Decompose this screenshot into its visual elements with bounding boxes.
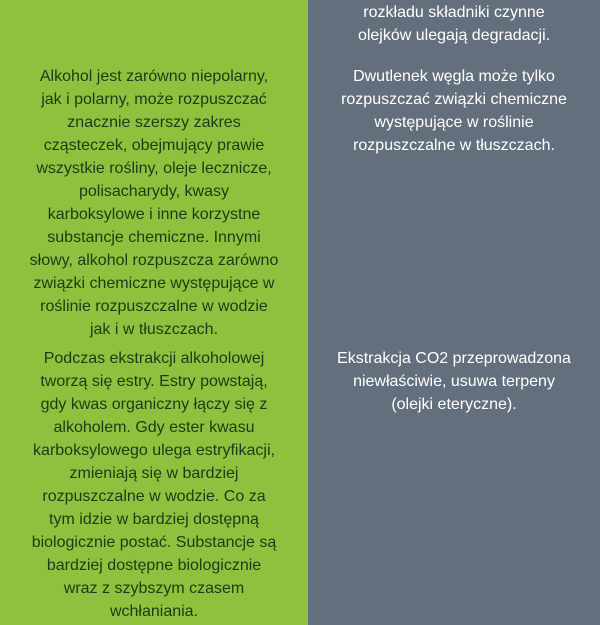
co2-solubility-text: Dwutlenek węgla może tylko rozpuszczać związki chemiczne występujące w roślinie rozpuszczalne w tłuszczach. (341, 68, 567, 154)
co2-column (308, 0, 600, 625)
alcohol-solubility-text: Alkohol jest zarówno niepolarny, jak i polarny, może rozpuszczać znacznie szerszy zakres cząsteczek, obejmujący prawie wszystkie rośliny, oleje lecznicze, polisacharydy, kwasy karboksylowe i inne korzystne substancje chemiczne. Innymi słowy, alkohol rozpuszcza zarówno związki chemiczne występujące w roślinie rozpuszczalne w wodzie jak i w tłuszczach. (29, 68, 279, 338)
co2-degradation-text: rozkładu składniki czynne olejków ulegają degradacji. (357, 4, 551, 44)
alcohol-esters-text: Podczas ekstrakcji alkoholowej tworzą się estry. Estry powstają, gdy kwas organiczny łączy się z alkoholem. Gdy ester kwasu karboksylowego ulega estryfikacji, zmieniają się w bardziej rozpuszczalne w wodzie. Co za tym idzie w bardziej dostępną biologicznie postać. Substancje są bardziej dostępne biologicznie wraz z szybszym czasem wchłaniania. (31, 350, 277, 620)
co2-terpenes-text: Ekstrakcja CO2 przeprowadzona niewłaściwie, usuwa terpeny (olejki eteryczne). (337, 350, 571, 413)
